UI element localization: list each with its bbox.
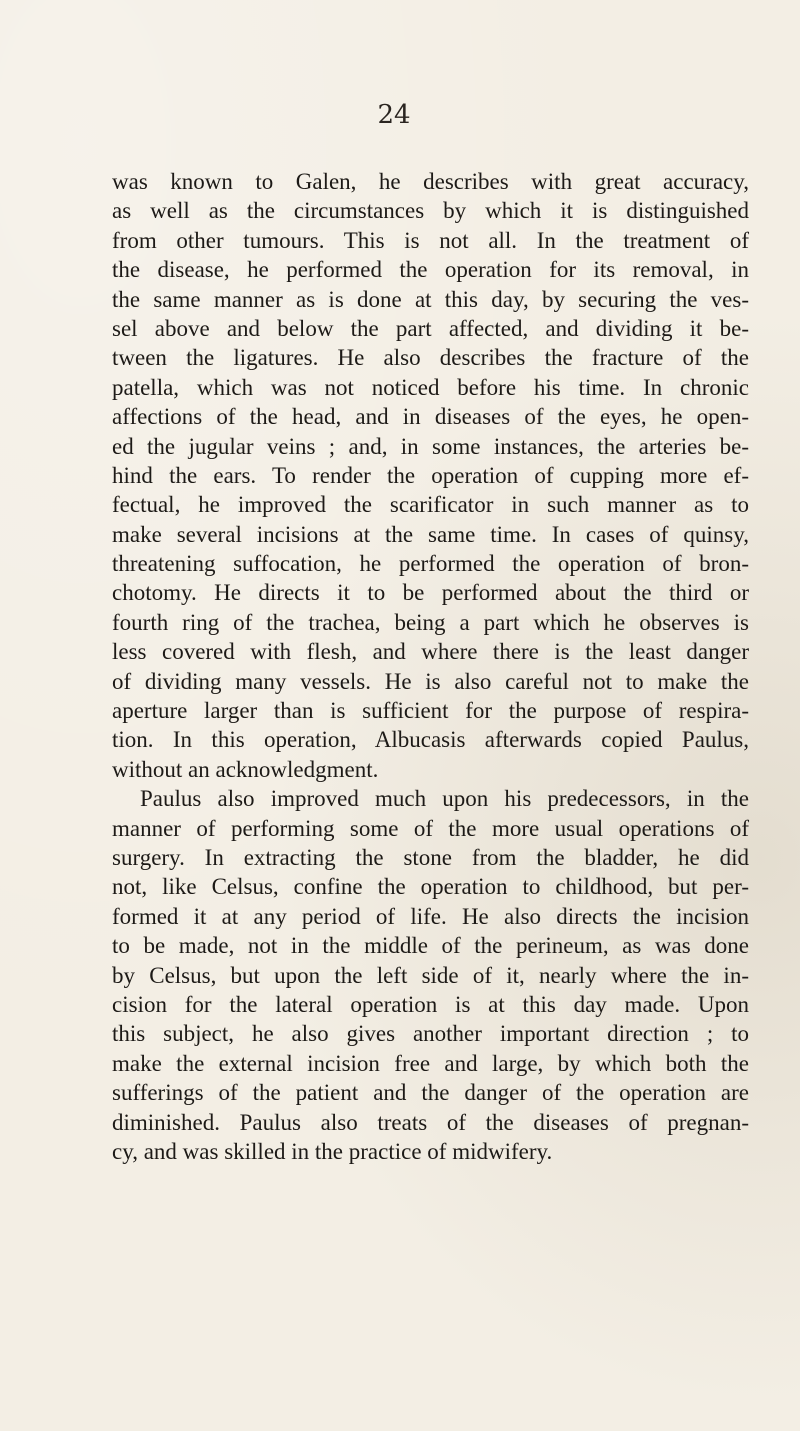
text-line: cision for the lateral operation is at this day made. Upon — [112, 991, 749, 1017]
text-line: the disease, he performed the operation for its removal, in — [112, 257, 749, 283]
text-line: tion. In this operation, Albucasis afterwards copied Paulus, — [112, 727, 749, 753]
text-line: surgery. In extracting the stone from the bladder, he did — [112, 844, 749, 870]
text-line: the same manner as is done at this day, by securing the ves- — [112, 286, 749, 312]
text-line: without an acknowledgment. — [112, 756, 379, 782]
text-line: by Celsus, but upon the left side of it, nearly where the in- — [112, 962, 749, 988]
paragraph-1 — [112, 167, 749, 784]
text-line: manner of performing some of the more usual operations of — [112, 815, 749, 841]
text-line: Paulus also improved much upon his predecessors, in the — [140, 786, 749, 812]
text-line: to be made, not in the middle of the perineum, as was done — [112, 933, 749, 959]
text-line: of dividing many vessels. He is also careful not to make the — [112, 668, 749, 694]
text-line: as well as the circumstances by which it is distinguished — [112, 198, 749, 224]
text-line: from other tumours. This is not all. In the treatment of — [112, 227, 749, 253]
text-line: ed the jugular veins ; and, in some instances, the arteries be- — [112, 433, 749, 459]
text-line: make several incisions at the same time. In cases of quinsy, — [112, 521, 749, 547]
text-line: less covered with flesh, and where there is the least danger — [112, 639, 749, 665]
text-line: tween the ligatures. He also describes the fracture of the — [112, 345, 749, 371]
text-line: fourth ring of the trachea, being a part which he observes is — [112, 609, 749, 635]
text-line: fectual, he improved the scarificator in such manner as to — [112, 492, 749, 518]
text-line: was known to Galen, he describes with great accuracy, — [112, 169, 749, 194]
paragraph-2 — [112, 784, 749, 1166]
body-text — [112, 167, 749, 1166]
text-line: sufferings of the patient and the danger of the operation are — [112, 1080, 749, 1106]
text-line: formed it at any period of life. He also directs the incision — [112, 903, 749, 929]
text-line: chotomy. He directs it to be performed about the third or — [112, 580, 749, 606]
text-line: cy, and was skilled in the practice of midwifery. — [112, 1138, 553, 1164]
text-line: this subject, he also gives another important direction ; to — [112, 1021, 749, 1047]
text-line: sel above and below the part affected, and dividing it be- — [112, 315, 749, 341]
text-line: aperture larger than is sufficient for the purpose of respira- — [112, 698, 749, 724]
text-line: make the external incision free and large, by which both the — [112, 1050, 749, 1076]
text-line: not, like Celsus, confine the operation to childhood, but per- — [112, 874, 749, 900]
text-line: affections of the head, and in diseases of the eyes, he open- — [112, 404, 749, 430]
text-line: threatening suffocation, he performed the operation of bron- — [112, 551, 749, 577]
page-number: 24 — [377, 100, 411, 130]
text-line: hind the ears. To render the operation of cupping more ef- — [112, 462, 749, 488]
text-line: patella, which was not noticed before his time. In chronic — [112, 374, 749, 400]
text-line: diminished. Paulus also treats of the diseases of pregnan- — [112, 1109, 749, 1135]
